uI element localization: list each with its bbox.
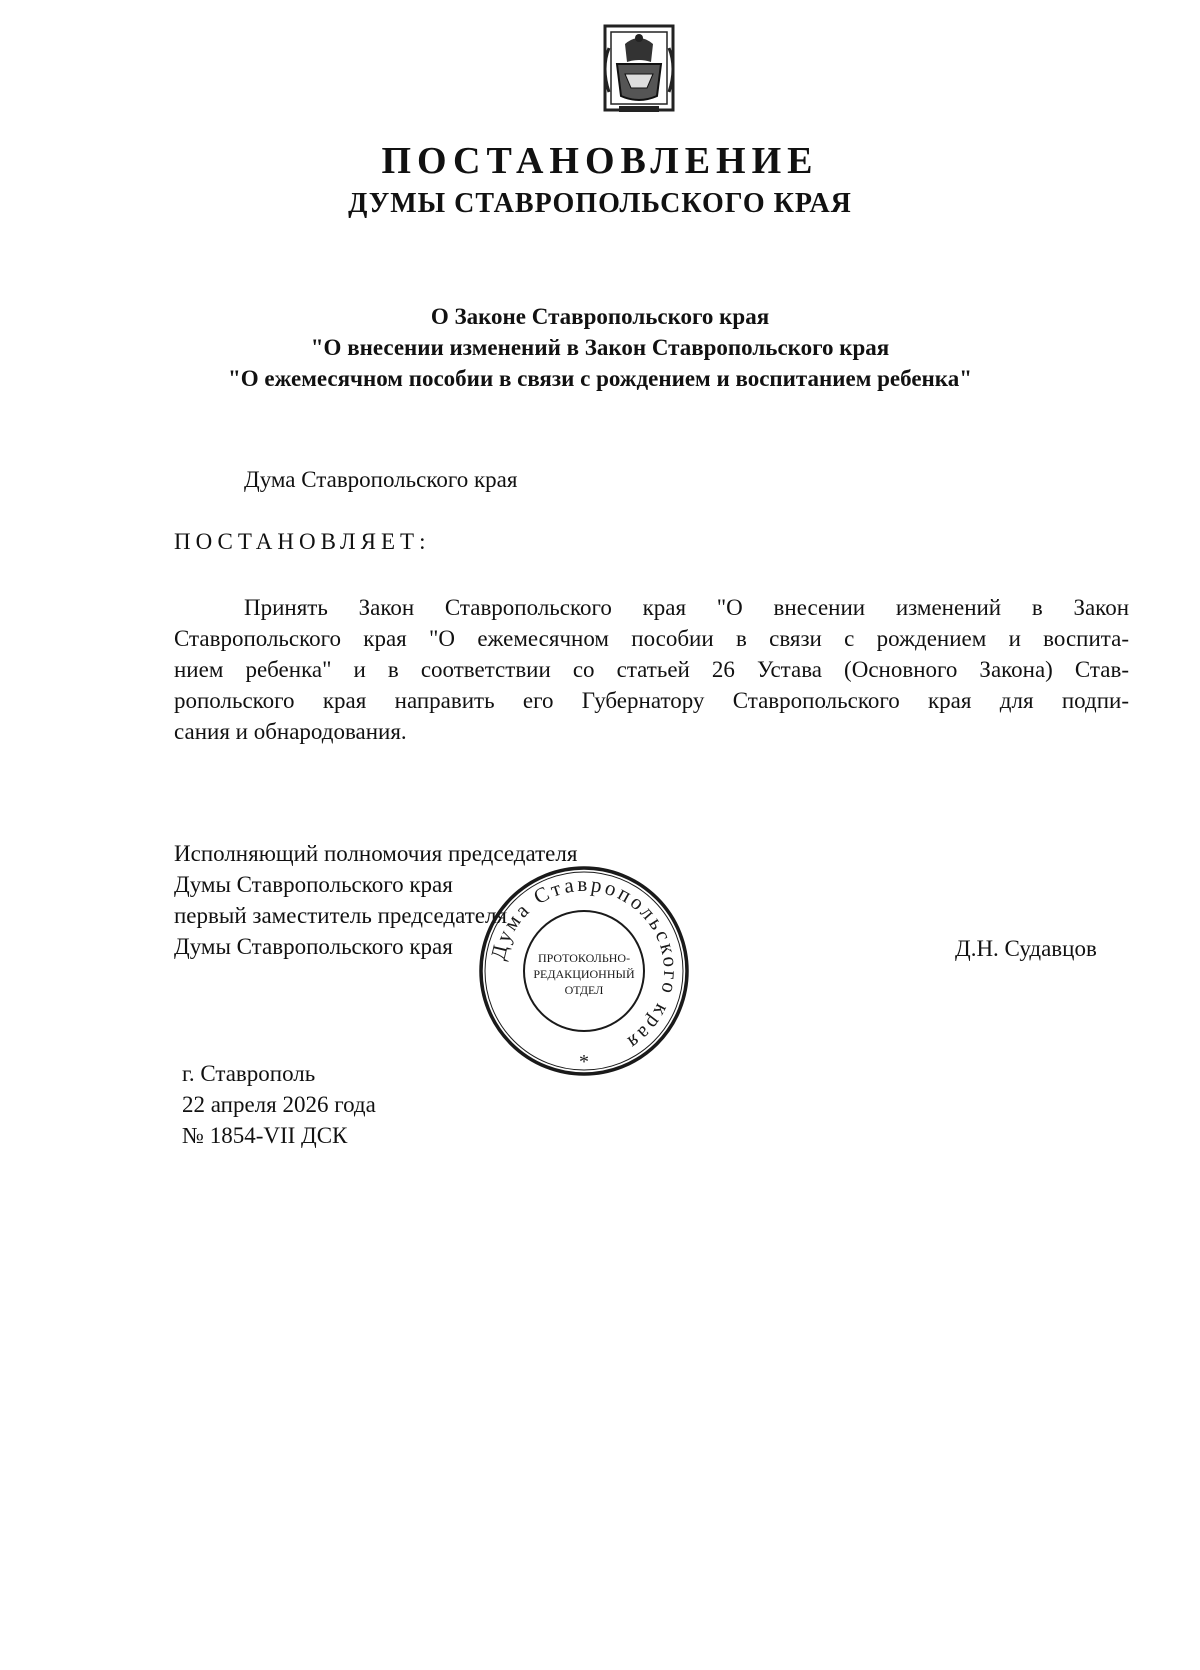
body-line: нием ребенка" и в соответствии со статьей 26 Устава (Основного Закона) Став- [174, 657, 1129, 682]
subject-line: "О внесении изменений в Закон Ставропольского края [310, 335, 890, 360]
document-title: ПОСТАНОВЛЕНИЕ [381, 140, 819, 182]
stamp-center-line: ОТДЕЛ [564, 983, 604, 997]
signatory-line: первый заместитель председателя [174, 903, 508, 928]
subject-line: О Законе Ставропольского края [430, 304, 770, 329]
decree-word: ПОСТАНОВЛЯЕТ: [174, 529, 431, 554]
stamp-star: * [579, 1051, 589, 1073]
issuer-text: Дума Ставропольского края [244, 467, 518, 492]
document-subject [0, 301, 1200, 394]
subject-line: "О ежемесячном пособии в связи с рождением и воспитанием ребенка" [228, 366, 972, 391]
body-line: Ставропольского края "О ежемесячном пособии в связи с рождением и воспита- [174, 626, 1129, 651]
document-subtitle: ДУМЫ СТАВРОПОЛЬСКОГО КРАЯ [348, 188, 852, 219]
signatory-name: Д.Н. Судавцов [955, 936, 1097, 961]
stamp-center-line: ПРОТОКОЛЬНО- [537, 951, 631, 965]
official-stamp [475, 862, 693, 1080]
body-line: сания и обнародования. [174, 719, 407, 744]
signatory-line: Исполняющий полномочия председателя [174, 841, 578, 866]
place-date-number [182, 1058, 376, 1151]
signatory-line: Думы Ставропольского края [174, 934, 453, 959]
document-number: № 1854-VII ДСК [182, 1123, 348, 1148]
signatory-line: Думы Ставропольского края [174, 872, 453, 897]
coat-of-arms-icon [595, 18, 683, 118]
decree-body [174, 592, 1129, 747]
stamp-center-line: РЕДАКЦИОННЫЙ [533, 967, 635, 981]
body-line: ропольского края направить его Губернатору Ставропольского края для подпи- [174, 688, 1129, 713]
body-line: Принять Закон Ставропольского края "О внесении изменений в Закон [244, 595, 1129, 620]
stamp-ring-text: Дума Ставропольского края [485, 871, 684, 1057]
place-city: г. Ставрополь [182, 1061, 316, 1086]
document-date: 22 апреля 2026 года [182, 1092, 376, 1117]
